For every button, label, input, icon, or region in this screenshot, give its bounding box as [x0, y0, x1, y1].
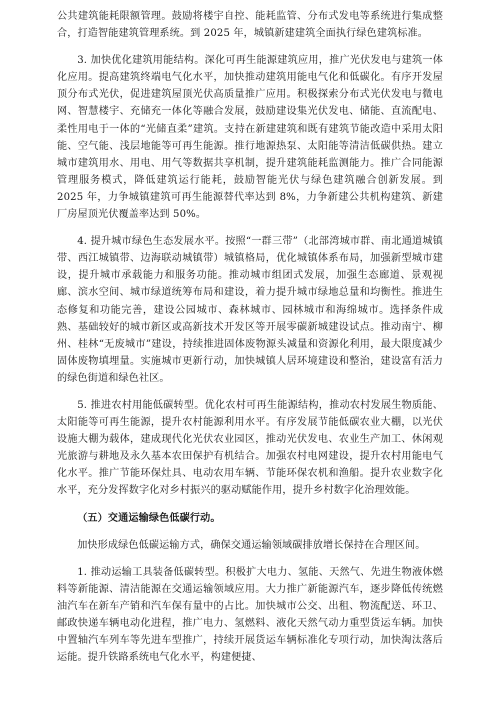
paragraph-rural-energy-transition: 5. 推进农村用能低碳转型。优化农村可再生能源结构，推动农村发展生物质能、太阳能等可再生能源，提升农村能源利用水平。有序发展节能低碳农业大棚，以光伏设施大棚为载体，建成现代化光伏农业园区，推动光伏发电、农业生产加工、休闲观光旅游与耕地及永久基本农田保护有机结合。加强农村电网建设，提升农村用能电气化水平。推广节能环保灶具、电动农用车辆、节能环保农机和渔船。提升农业数字化水平，充分发挥数字化对乡村振兴的驱动赋能作用，提升乡村数字化治理效能。: [57, 399, 443, 497]
section-heading-transport: （五）交通运输绿色低碳行动。: [77, 512, 221, 524]
paragraph-building-energy-structure: 3. 加快优化建筑用能结构。深化可再生能源建筑应用，推广光伏发电与建筑一体化应用。提高建筑终端电气化水平，加快推动建筑用能电气化和低碳化。有序开发屋顶分布式光伏，促进建筑屋顶光伏高质量推广应用。积极探索分布式光伏发电与微电网、智慧楼宇、充储充一体化等融合发展，鼓励建设集光伏发电、储能、直流配电、柔性用电于一体的“光储直柔”建筑。支持在新建建筑和既有建筑节能改造中采用太阳能、空气能、浅层地能等可再生能源。推行地源热泵、太阳能等清洁低碳供热。建立城市建筑用水、用电、用气等数据共享机制，提升建筑能耗监测能力。推广合同能源管理服务模式，降低建筑运行能耗，鼓励智能光伏与绿色建筑融合创新发展。到 2025 年，力争城镇建筑可再生能源替代率达到 8%，力争新建公共机构建筑、新建厂房屋顶光伏覆盖率达到 50%。: [57, 55, 443, 221]
paragraph-urban-green-ecology: 4. 提升城市绿色生态发展水平。按照“一群三带”（北部湾城市群、南北通道城镇带、西江城镇带、边海联动城镇带）城镇格局，优化城镇体系布局，加强新型城市建设，提升城市承载能力和服务功能。推动城市组团式发展，加强生态廊道、景观视廊、滨水空间、城市绿道统筹布局和建设，着力提升城市绿地总量和均衡性。推进生态修复和功能完善，建设公园城市、森林城市、园林城市和海绵城市。选择条件成熟、基础较好的城市新区或高新技术开发区等开展零碳新城建设试点。推动南宁、柳州、桂林“无废城市”建设，持续推进固体废物源头减量和资源化利用，最大限度减少固体废物填埋量。实施城市更新行动，加快城镇人居环境建设和整治，建设富有活力的绿色街道和绿色社区。: [57, 236, 443, 384]
paragraph-transport-vehicles: 1. 推动运输工具装备低碳转型。积极扩大电力、氢能、天然气、先进生物液体燃料等新能源、清洁能源在交通运输领域应用。大力推广新能源汽车，逐步降低传统燃油汽车在新车产销和汽车保有量中的占比。加快城市公交、出租、物流配送、环卫、邮政快递车辆电动化进程，推广电力、氢燃料、液化天然气动力重型货运车辆。加快中置轴汽车列车等先进车型推广，持续开展货运车辆标准化专项行动，加快淘汰落后运能。提升铁路系统电气化水平，构建便捷、: [57, 566, 443, 664]
paragraph-transport-intro: 加快形成绿色低碳运输方式，确保交通运输领域碳排放增长保持在合理区间。: [77, 539, 426, 551]
paragraph-building-energy-management: 公共建筑能耗限额管理。鼓励将楼宇自控、能耗监管、分布式发电等系统进行集成整合，打造智能建筑管理系统。到 2025 年，城镇新建建筑全面执行绿色建筑标准。: [57, 11, 443, 40]
